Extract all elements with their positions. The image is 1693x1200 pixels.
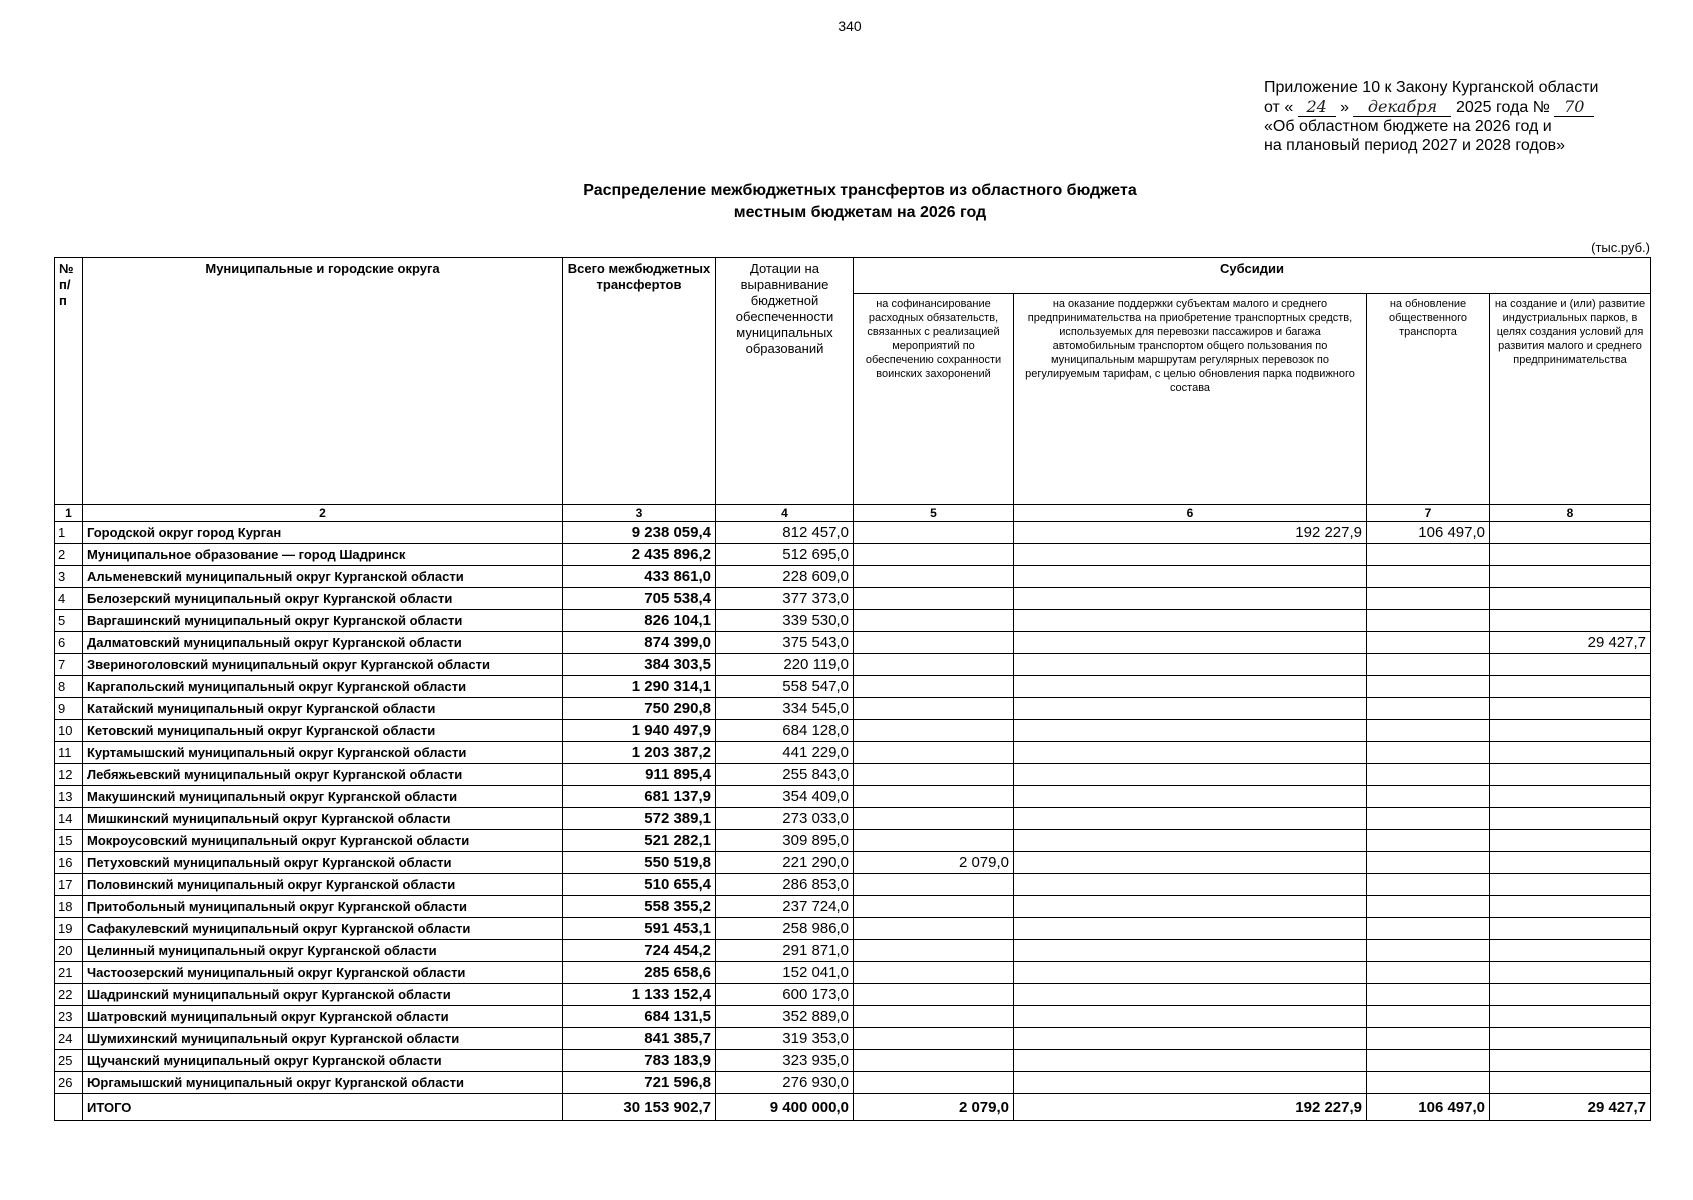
subsidy-industrial-parks <box>1490 610 1651 632</box>
equalization-grant: 319 353,0 <box>716 1028 854 1050</box>
municipality-name: Каргапольский муниципальный округ Курганской области <box>83 676 563 698</box>
header-subsidy-public-transport: на обновление общественного транспорта <box>1367 294 1490 505</box>
total-transfers: 1 290 314,1 <box>563 676 716 698</box>
subsidy-war-graves: 2 079,0 <box>854 852 1014 874</box>
table-row <box>55 830 1651 852</box>
municipality-name: Лебяжьевский муниципальный округ Курганской области <box>83 764 563 786</box>
total-transfers: 510 655,4 <box>563 874 716 896</box>
subsidy-sme-transport <box>1014 786 1367 808</box>
subsidy-industrial-parks <box>1490 940 1651 962</box>
subsidy-war-graves <box>854 874 1014 896</box>
subsidy-public-transport <box>1367 984 1490 1006</box>
total-transfers: 1 203 387,2 <box>563 742 716 764</box>
subsidy-war-graves <box>854 720 1014 742</box>
subsidy-public-transport <box>1367 940 1490 962</box>
table-row <box>55 522 1651 544</box>
municipality-name: Звериноголовский муниципальный округ Курганской области <box>83 654 563 676</box>
total-row-grants: 9 400 000,0 <box>716 1094 854 1121</box>
total-row-subsidy-sme-transport: 192 227,9 <box>1014 1094 1367 1121</box>
total-transfers: 285 658,6 <box>563 962 716 984</box>
equalization-grant: 255 843,0 <box>716 764 854 786</box>
row-number: 18 <box>55 896 83 918</box>
row-number: 24 <box>55 1028 83 1050</box>
subsidy-industrial-parks <box>1490 786 1651 808</box>
subsidy-public-transport <box>1367 830 1490 852</box>
subsidy-industrial-parks <box>1490 852 1651 874</box>
table-row <box>55 676 1651 698</box>
municipality-name: Частоозерский муниципальный округ Курганской области <box>83 962 563 984</box>
equalization-grant: 273 033,0 <box>716 808 854 830</box>
row-number: 23 <box>55 1006 83 1028</box>
appendix-date-prefix: от « <box>1264 99 1294 116</box>
subsidy-public-transport <box>1367 654 1490 676</box>
subsidy-industrial-parks <box>1490 918 1651 940</box>
equalization-grant: 152 041,0 <box>716 962 854 984</box>
subsidy-war-graves <box>854 588 1014 610</box>
municipality-name: Шадринский муниципальный округ Курганской области <box>83 984 563 1006</box>
equalization-grant: 512 695,0 <box>716 544 854 566</box>
subsidy-industrial-parks <box>1490 896 1651 918</box>
subsidy-public-transport: 106 497,0 <box>1367 522 1490 544</box>
subsidy-war-graves <box>854 918 1014 940</box>
subsidy-public-transport <box>1367 874 1490 896</box>
subsidy-sme-transport <box>1014 962 1367 984</box>
row-number: 14 <box>55 808 83 830</box>
equalization-grant: 258 986,0 <box>716 918 854 940</box>
total-transfers: 384 303,5 <box>563 654 716 676</box>
subsidy-public-transport <box>1367 786 1490 808</box>
subsidy-war-graves <box>854 808 1014 830</box>
total-transfers: 9 238 059,4 <box>563 522 716 544</box>
subsidy-war-graves <box>854 896 1014 918</box>
municipality-name: Муниципальное образование — город Шадринск <box>83 544 563 566</box>
equalization-grant: 352 889,0 <box>716 1006 854 1028</box>
subsidy-industrial-parks <box>1490 698 1651 720</box>
table-row <box>55 808 1651 830</box>
subsidy-sme-transport <box>1014 764 1367 786</box>
units-label: (тыс.руб.) <box>1591 240 1650 255</box>
total-transfers: 521 282,1 <box>563 830 716 852</box>
subsidy-sme-transport <box>1014 918 1367 940</box>
column-number: 2 <box>83 505 563 522</box>
municipality-name: Белозерский муниципальный округ Курганской области <box>83 588 563 610</box>
municipality-name: Сафакулевский муниципальный округ Курганской области <box>83 918 563 940</box>
municipality-name: Городской округ город Курган <box>83 522 563 544</box>
total-transfers: 572 389,1 <box>563 808 716 830</box>
table-body <box>55 522 1651 1094</box>
column-number-row <box>55 505 1651 522</box>
table-row <box>55 742 1651 764</box>
total-transfers: 841 385,7 <box>563 1028 716 1050</box>
row-number: 10 <box>55 720 83 742</box>
total-transfers: 705 538,4 <box>563 588 716 610</box>
handwritten-day: 24 <box>1298 97 1336 117</box>
subsidy-public-transport <box>1367 1006 1490 1028</box>
header-subsidy-sme-transport: на оказание поддержки субъектам малого и среднего предпринимательства на приобретение транспортных средств, используемых для перевозки пассажиров и багажа автомобильным транспортом общего пользования по муниципальным маршрутам регулярных перевозок по регулируемым тарифам, с целью обновления парка подвижного состава <box>1014 294 1367 505</box>
row-number: 25 <box>55 1050 83 1072</box>
subsidy-war-graves <box>854 786 1014 808</box>
subsidy-sme-transport <box>1014 676 1367 698</box>
row-number: 20 <box>55 940 83 962</box>
subsidy-public-transport <box>1367 610 1490 632</box>
table-row <box>55 1006 1651 1028</box>
total-row-number <box>55 1094 83 1121</box>
document-title <box>560 180 1160 224</box>
column-number: 1 <box>55 505 83 522</box>
header-subsidies: Субсидии <box>854 258 1651 294</box>
subsidy-war-graves <box>854 962 1014 984</box>
table-row <box>55 874 1651 896</box>
row-number: 21 <box>55 962 83 984</box>
appendix-line-3: «Об областном бюджете на 2026 год и <box>1264 118 1552 135</box>
subsidy-public-transport <box>1367 896 1490 918</box>
table-row <box>55 720 1651 742</box>
municipality-name: Катайский муниципальный округ Курганской области <box>83 698 563 720</box>
total-transfers: 750 290,8 <box>563 698 716 720</box>
municipality-name: Юргамышский муниципальный округ Курганской области <box>83 1072 563 1094</box>
column-number: 8 <box>1490 505 1651 522</box>
subsidy-sme-transport <box>1014 544 1367 566</box>
subsidy-public-transport <box>1367 698 1490 720</box>
municipality-name: Варгашинский муниципальный округ Курганской области <box>83 610 563 632</box>
appendix-date-mid: » <box>1340 99 1350 116</box>
row-number: 15 <box>55 830 83 852</box>
subsidy-industrial-parks <box>1490 742 1651 764</box>
header-subsidy-industrial-parks: на создание и (или) развитие индустриальных парков, в целях создания условий для развития малого и среднего предпринимательства <box>1490 294 1651 505</box>
equalization-grant: 558 547,0 <box>716 676 854 698</box>
row-number: 11 <box>55 742 83 764</box>
table-row <box>55 852 1651 874</box>
subsidy-war-graves <box>854 764 1014 786</box>
table-row <box>55 654 1651 676</box>
table-row <box>55 786 1651 808</box>
subsidy-war-graves <box>854 544 1014 566</box>
subsidy-public-transport <box>1367 1072 1490 1094</box>
subsidy-public-transport <box>1367 962 1490 984</box>
subsidy-public-transport <box>1367 1028 1490 1050</box>
subsidy-industrial-parks <box>1490 522 1651 544</box>
total-transfers: 433 861,0 <box>563 566 716 588</box>
column-number: 5 <box>854 505 1014 522</box>
subsidy-war-graves <box>854 698 1014 720</box>
equalization-grant: 339 530,0 <box>716 610 854 632</box>
total-transfers: 2 435 896,2 <box>563 544 716 566</box>
municipality-name: Макушинский муниципальный округ Курганской области <box>83 786 563 808</box>
column-number: 6 <box>1014 505 1367 522</box>
municipality-name: Половинский муниципальный округ Курганской области <box>83 874 563 896</box>
equalization-grant: 441 229,0 <box>716 742 854 764</box>
municipality-name: Притобольный муниципальный округ Курганской области <box>83 896 563 918</box>
column-number: 4 <box>716 505 854 522</box>
row-number: 6 <box>55 632 83 654</box>
row-number: 5 <box>55 610 83 632</box>
total-transfers: 911 895,4 <box>563 764 716 786</box>
row-number: 26 <box>55 1072 83 1094</box>
subsidy-industrial-parks <box>1490 984 1651 1006</box>
subsidy-sme-transport <box>1014 720 1367 742</box>
subsidy-industrial-parks <box>1490 566 1651 588</box>
table-row <box>55 610 1651 632</box>
total-transfers: 826 104,1 <box>563 610 716 632</box>
subsidy-public-transport <box>1367 588 1490 610</box>
row-number: 3 <box>55 566 83 588</box>
appendix-line-1: Приложение 10 к Закону Курганской области <box>1264 79 1599 96</box>
appendix-line-4: на плановый период 2027 и 2028 годов» <box>1264 137 1566 154</box>
subsidy-sme-transport <box>1014 1006 1367 1028</box>
total-row-total: 30 153 902,7 <box>563 1094 716 1121</box>
subsidy-war-graves <box>854 632 1014 654</box>
subsidy-sme-transport <box>1014 1028 1367 1050</box>
subsidy-sme-transport <box>1014 874 1367 896</box>
equalization-grant: 354 409,0 <box>716 786 854 808</box>
total-transfers: 550 519,8 <box>563 852 716 874</box>
subsidy-war-graves <box>854 1028 1014 1050</box>
subsidy-sme-transport: 192 227,9 <box>1014 522 1367 544</box>
total-transfers: 1 940 497,9 <box>563 720 716 742</box>
equalization-grant: 276 930,0 <box>716 1072 854 1094</box>
table-row <box>55 764 1651 786</box>
row-number: 12 <box>55 764 83 786</box>
subsidy-sme-transport <box>1014 830 1367 852</box>
total-transfers: 681 137,9 <box>563 786 716 808</box>
subsidy-public-transport <box>1367 1050 1490 1072</box>
subsidy-industrial-parks <box>1490 808 1651 830</box>
subsidy-industrial-parks: 29 427,7 <box>1490 632 1651 654</box>
total-row-subsidy-industrial-parks: 29 427,7 <box>1490 1094 1651 1121</box>
subsidy-industrial-parks <box>1490 544 1651 566</box>
table-row <box>55 984 1651 1006</box>
header-number: № п/п <box>55 258 83 505</box>
row-number: 7 <box>55 654 83 676</box>
subsidy-public-transport <box>1367 566 1490 588</box>
total-transfers: 721 596,8 <box>563 1072 716 1094</box>
total-transfers: 558 355,2 <box>563 896 716 918</box>
table-row <box>55 962 1651 984</box>
subsidy-public-transport <box>1367 918 1490 940</box>
subsidy-sme-transport <box>1014 896 1367 918</box>
equalization-grant: 286 853,0 <box>716 874 854 896</box>
total-transfers: 684 131,5 <box>563 1006 716 1028</box>
table-row <box>55 544 1651 566</box>
subsidy-public-transport <box>1367 808 1490 830</box>
row-number: 22 <box>55 984 83 1006</box>
row-number: 8 <box>55 676 83 698</box>
subsidy-industrial-parks <box>1490 1072 1651 1094</box>
municipality-name: Шатровский муниципальный округ Курганской области <box>83 1006 563 1028</box>
equalization-grant: 220 119,0 <box>716 654 854 676</box>
table-row <box>55 566 1651 588</box>
subsidy-war-graves <box>854 940 1014 962</box>
appendix-year: 2025 года № <box>1455 99 1550 116</box>
equalization-grant: 377 373,0 <box>716 588 854 610</box>
subsidy-sme-transport <box>1014 654 1367 676</box>
subsidy-industrial-parks <box>1490 588 1651 610</box>
subsidy-sme-transport <box>1014 742 1367 764</box>
header-municipality: Муниципальные и городские округа <box>83 258 563 505</box>
subsidy-public-transport <box>1367 852 1490 874</box>
subsidy-war-graves <box>854 984 1014 1006</box>
handwritten-month: декабря <box>1353 97 1451 117</box>
subsidy-war-graves <box>854 1072 1014 1094</box>
column-number: 3 <box>563 505 716 522</box>
equalization-grant: 600 173,0 <box>716 984 854 1006</box>
table-row <box>55 896 1651 918</box>
subsidy-industrial-parks <box>1490 1006 1651 1028</box>
equalization-grant: 375 543,0 <box>716 632 854 654</box>
municipality-name: Мокроусовский муниципальный округ Курганской области <box>83 830 563 852</box>
table-row <box>55 698 1651 720</box>
total-row-subsidy-public-transport: 106 497,0 <box>1367 1094 1490 1121</box>
municipality-name: Мишкинский муниципальный округ Курганской области <box>83 808 563 830</box>
subsidy-public-transport <box>1367 720 1490 742</box>
handwritten-law-number: 70 <box>1554 97 1594 117</box>
subsidy-war-graves <box>854 1006 1014 1028</box>
municipality-name: Далматовский муниципальный округ Курганской области <box>83 632 563 654</box>
transfers-table <box>54 257 1651 1121</box>
municipality-name: Целинный муниципальный округ Курганской области <box>83 940 563 962</box>
header-equalization-grants: Дотации на выравнивание бюджетной обеспеченности муниципальных образований <box>716 258 854 505</box>
subsidy-war-graves <box>854 742 1014 764</box>
equalization-grant: 291 871,0 <box>716 940 854 962</box>
row-number: 17 <box>55 874 83 896</box>
equalization-grant: 228 609,0 <box>716 566 854 588</box>
subsidy-public-transport <box>1367 764 1490 786</box>
equalization-grant: 309 895,0 <box>716 830 854 852</box>
row-number: 16 <box>55 852 83 874</box>
document-title-line-2: местным бюджетам на 2026 год <box>733 204 987 221</box>
subsidy-sme-transport <box>1014 698 1367 720</box>
equalization-grant: 221 290,0 <box>716 852 854 874</box>
total-row-label: ИТОГО <box>83 1094 563 1121</box>
municipality-name: Шумихинский муниципальный округ Курганской области <box>83 1028 563 1050</box>
total-transfers: 783 183,9 <box>563 1050 716 1072</box>
subsidy-industrial-parks <box>1490 654 1651 676</box>
subsidy-public-transport <box>1367 632 1490 654</box>
subsidy-industrial-parks <box>1490 676 1651 698</box>
row-number: 13 <box>55 786 83 808</box>
equalization-grant: 334 545,0 <box>716 698 854 720</box>
row-number: 2 <box>55 544 83 566</box>
row-number: 19 <box>55 918 83 940</box>
subsidy-sme-transport <box>1014 588 1367 610</box>
row-number: 4 <box>55 588 83 610</box>
municipality-name: Альменевский муниципальный округ Курганской области <box>83 566 563 588</box>
municipality-name: Петуховский муниципальный округ Курганской области <box>83 852 563 874</box>
table-row <box>55 632 1651 654</box>
total-transfers: 1 133 152,4 <box>563 984 716 1006</box>
subsidy-public-transport <box>1367 742 1490 764</box>
table-row <box>55 940 1651 962</box>
subsidy-war-graves <box>854 566 1014 588</box>
subsidy-sme-transport <box>1014 984 1367 1006</box>
total-row-subsidy-war-graves: 2 079,0 <box>854 1094 1014 1121</box>
subsidy-industrial-parks <box>1490 720 1651 742</box>
equalization-grant: 684 128,0 <box>716 720 854 742</box>
table-row <box>55 1072 1651 1094</box>
page-number: 340 <box>838 18 862 34</box>
subsidy-industrial-parks <box>1490 962 1651 984</box>
equalization-grant: 237 724,0 <box>716 896 854 918</box>
table-row <box>55 588 1651 610</box>
subsidy-public-transport <box>1367 544 1490 566</box>
subsidy-industrial-parks <box>1490 874 1651 896</box>
subsidy-sme-transport <box>1014 1072 1367 1094</box>
row-number: 1 <box>55 522 83 544</box>
subsidy-sme-transport <box>1014 1050 1367 1072</box>
header-subsidy-war-graves: на софинансирование расходных обязательств, связанных с реализацией мероприятий по обеспечению сохранности воинских захоронений <box>854 294 1014 505</box>
subsidy-public-transport <box>1367 676 1490 698</box>
column-number: 7 <box>1367 505 1490 522</box>
subsidy-war-graves <box>854 1050 1014 1072</box>
appendix-line-2 <box>1264 97 1684 117</box>
subsidy-sme-transport <box>1014 940 1367 962</box>
subsidy-sme-transport <box>1014 852 1367 874</box>
subsidy-war-graves <box>854 654 1014 676</box>
subsidy-war-graves <box>854 676 1014 698</box>
table-row <box>55 1028 1651 1050</box>
municipality-name: Куртамышский муниципальный округ Курганской области <box>83 742 563 764</box>
total-row <box>55 1094 1651 1121</box>
subsidy-industrial-parks <box>1490 1050 1651 1072</box>
total-transfers: 591 453,1 <box>563 918 716 940</box>
table-row <box>55 918 1651 940</box>
document-title-line-1: Распределение межбюджетных трансфертов из областного бюджета <box>583 182 1137 199</box>
municipality-name: Кетовский муниципальный округ Курганской области <box>83 720 563 742</box>
total-transfers: 724 454,2 <box>563 940 716 962</box>
table-row <box>55 1050 1651 1072</box>
subsidy-industrial-parks <box>1490 764 1651 786</box>
subsidy-sme-transport <box>1014 808 1367 830</box>
subsidy-war-graves <box>854 830 1014 852</box>
subsidy-sme-transport <box>1014 566 1367 588</box>
municipality-name: Щучанский муниципальный округ Курганской области <box>83 1050 563 1072</box>
subsidy-war-graves <box>854 610 1014 632</box>
subsidy-sme-transport <box>1014 632 1367 654</box>
row-number: 9 <box>55 698 83 720</box>
equalization-grant: 323 935,0 <box>716 1050 854 1072</box>
subsidy-sme-transport <box>1014 610 1367 632</box>
subsidy-industrial-parks <box>1490 1028 1651 1050</box>
header-total-transfers: Всего межбюджетных трансфертов <box>563 258 716 505</box>
total-transfers: 874 399,0 <box>563 632 716 654</box>
appendix-reference <box>1264 78 1684 155</box>
equalization-grant: 812 457,0 <box>716 522 854 544</box>
subsidy-war-graves <box>854 522 1014 544</box>
subsidy-industrial-parks <box>1490 830 1651 852</box>
